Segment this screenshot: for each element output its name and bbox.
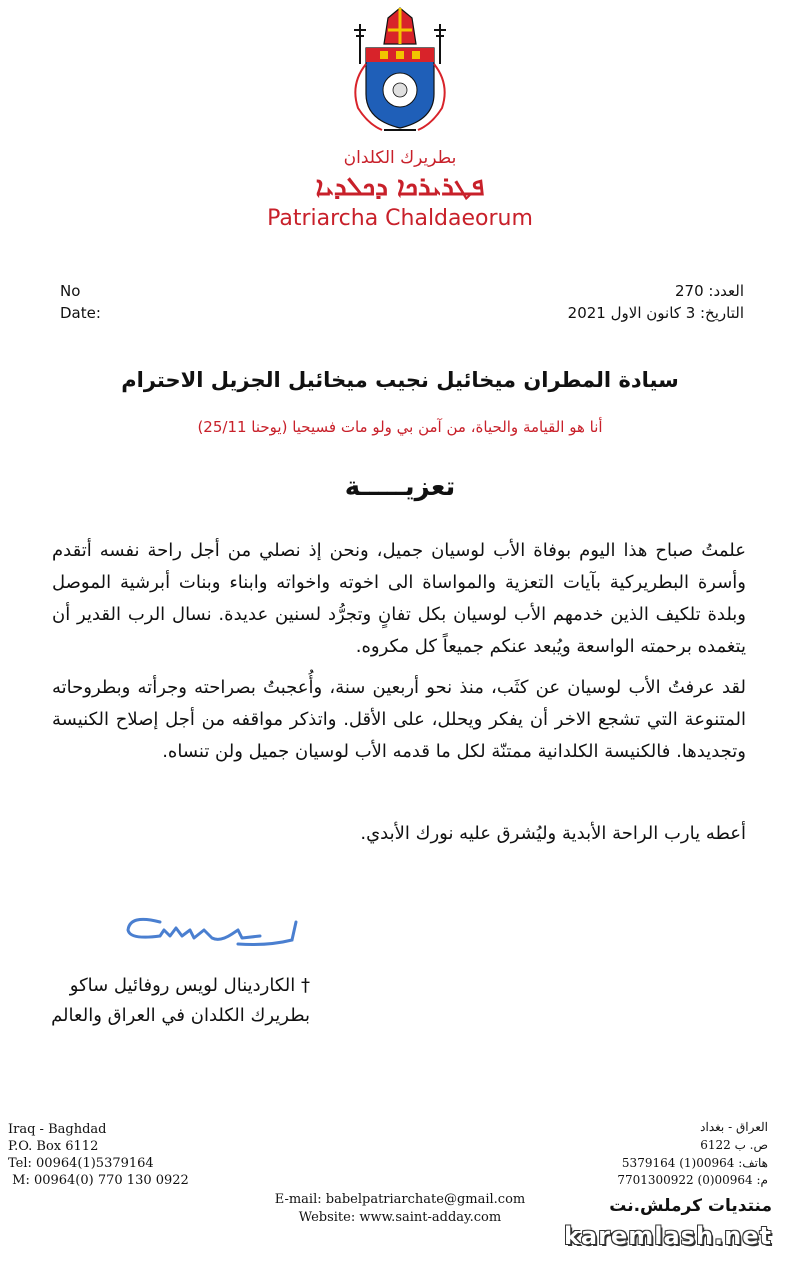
signer-name: † الكاردينال لويس روفائيل ساكو xyxy=(69,975,310,996)
reference-date-label: Date: xyxy=(60,304,101,322)
footer-address-line: Iraq - Baghdad xyxy=(8,1122,107,1137)
reference-date-arabic: التاريخ: 3 كانون الاول 2021 xyxy=(567,304,744,322)
footer-phone-line: Tel: 00964(1)5379164 xyxy=(8,1156,154,1171)
footer-email: E-mail: babelpatriarchate@gmail.com xyxy=(274,1192,526,1207)
watermark-latin: karemlash.net xyxy=(563,1222,772,1250)
letter-subject: تعزيـــــة xyxy=(344,472,456,502)
signer-title: بطريرك الكلدان في العراق والعالم xyxy=(51,1005,310,1026)
footer-mobile-line: M: 00964(0) 770 130 0922 xyxy=(8,1173,189,1188)
header-arabic-name: بطريرك الكلدان xyxy=(343,148,457,168)
handwritten-signature xyxy=(120,900,310,956)
footer-address-line-arabic: العراق - بغداد xyxy=(700,1120,768,1134)
letter-recipient: سيادة المطران ميخائيل نجيب ميخائيل الجزيل الاحترام xyxy=(121,368,679,392)
closing-prayer: أعطه يارب الراحة الأبدية وليُشرق عليه نورك الأبدي. xyxy=(360,823,746,844)
body-paragraph: لقد عرفتُ الأب لوسيان عن كثَب، منذ نحو أربعين سنة، وأُعجبتُ بصراحته وجرأته وبطروحاته المتنوعة التي تشجع الاخر أن يفكر ويحلل، على الأقل. واتذكر مواقفه من أجل إصلاح الكنيسة وتجديدها. فالكنيسة الكلدانية ممتنّة لكل ما قدمه الأب لوسيان جميل ولن تنساه. xyxy=(52,677,746,762)
footer-address-line-arabic: ص. ب 6122 xyxy=(700,1138,768,1152)
reference-number-label: No xyxy=(60,282,81,300)
footer-mobile-line-arabic: م: 00964(0) 7701300922 xyxy=(617,1173,768,1187)
patriarchal-coat-of-arms-logo xyxy=(336,4,464,138)
watermark-arabic: منتديات كرملش.نت xyxy=(609,1196,772,1216)
footer-website: Website: www.saint-adday.com xyxy=(298,1210,502,1225)
header-syriac-name: ܦܛܪܝܪܟܐ ܕܟܠܕܝܐ xyxy=(315,172,485,202)
bible-verse: أنا هو القيامة والحياة، من آمن بي ولو مات فسيحيا (يوحنا 25/11) xyxy=(197,418,603,436)
header-latin-name: Patriarcha Chaldaeorum xyxy=(267,206,533,231)
reference-number-arabic: العدد: 270 xyxy=(675,282,744,300)
footer-phone-line-arabic: هاتف: 00964(1) 5379164 xyxy=(621,1156,768,1170)
footer-address-line: P.O. Box 6112 xyxy=(8,1139,99,1154)
body-paragraph: علمتُ صباح هذا اليوم بوفاة الأب لوسيان جميل، ونحن إذ نصلي من أجل راحة نفسه أتقدم وأسرة البطريركية بآيات التعزية والمواساة الى اخوته واخواته وابناء وبنات أبرشية الموصل وبلدة تلكيف الذين خدمهم الأب لوسيان بكل تفانٍ وتجرُّد لسنين عديدة. نسال الرب القدير أن يتغمده برحمته الواسعة ويُبعد عنكم جميعاً كل مكروه. xyxy=(52,540,746,657)
